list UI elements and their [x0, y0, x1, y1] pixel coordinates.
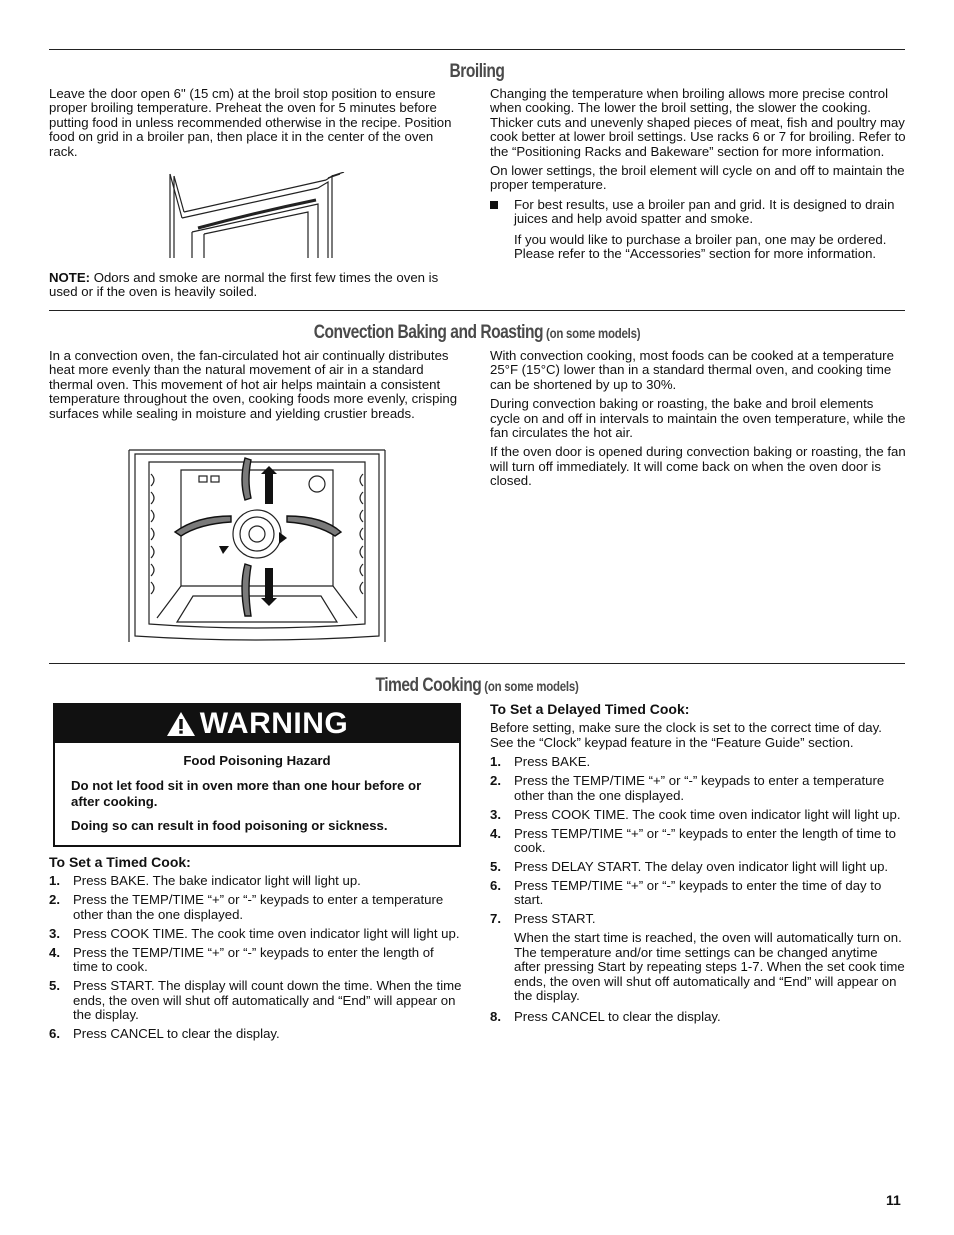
step-text: Press TEMP/TIME “+” or “-” keypads to enter the time of day to start. [514, 878, 882, 908]
step-text: Press TEMP/TIME “+” or “-” keypads to enter the length of time to cook. [514, 825, 896, 856]
list-item [490, 755, 906, 769]
step-number: 3. [49, 925, 60, 941]
broiling-right-paragraph-1: Changing the temperature when broiling allows more precise control when cooking. The lower the broil setting, the slower the cooking. Thicker cuts and unevenly shaped pieces of meat, fish and poultry may cook better at lower broil settings. Use racks 6 or 7 for broiling. Refer to the “Positioning Racks and Bakeware” section for more information. [490, 86, 906, 159]
step-text: Press CANCEL to clear the display. [514, 1009, 721, 1025]
page-number: 11 [886, 1192, 901, 1208]
delayed-cook-intro: Before setting, make sure the clock is set to the correct time of day. See the “Clock” keypad feature in the “Feature Guide” section. [490, 720, 882, 750]
timed-cook-section [49, 855, 462, 1046]
step-text: Press the TEMP/TIME “+” or “-” keypads to enter a temperature other than the one displayed. [73, 892, 444, 922]
warning-box [53, 703, 461, 847]
step-number: 1. [49, 873, 60, 889]
list-item [490, 1010, 906, 1024]
step-text: Press the TEMP/TIME “+” or “-” keypads to enter a temperature other than the one displayed. [514, 773, 885, 803]
step-text: Press START. The display will count down the time. When the time ends, the oven will shut off automatically and “End” will appear on the display. [73, 978, 462, 1023]
broiling-right-column [490, 87, 906, 266]
list-item [490, 827, 906, 856]
list-item [49, 927, 462, 941]
convection-right-paragraph-1: With convection cooking, most foods can be cooked at a temperature 25°F (15°C) lower than in a standard thermal oven, and cooking time can be shortened by up to 30%. [490, 348, 894, 392]
broiling-left-paragraph: Leave the door open 6" (15 cm) at the broil stop position to ensure proper broiling temperature. Preheat the oven for 5 minutes before putting food in unless recommended otherwise in the recipe. Position food on grid in a broiler pan, then place it in the center of the oven rack. [49, 86, 452, 159]
bullet-text: For best results, use a broiler pan and grid. It is designed to drain juices and help avoid spatter and smoke. [514, 196, 895, 227]
delayed-cook-final-step [490, 1010, 906, 1024]
step-number: 7. [490, 911, 501, 927]
step-number: 3. [490, 806, 501, 822]
list-item [490, 774, 906, 803]
step-text: Press START. [514, 911, 596, 927]
warning-hazard: Food Poisoning Hazard [183, 753, 331, 768]
list-item [490, 912, 906, 926]
rule-top [49, 49, 905, 50]
list-item [490, 808, 906, 822]
list-item [49, 946, 462, 975]
step-text: Press the TEMP/TIME “+” or “-” keypads to enter the length of time to cook. [73, 944, 434, 975]
broiling-right-paragraph-2: On lower settings, the broil element will cycle on and off to maintain the proper temperature. [490, 163, 905, 193]
list-item [49, 874, 462, 888]
step-number: 6. [49, 1026, 60, 1042]
step-text: Press COOK TIME. The cook time oven indicator light will light up. [73, 925, 460, 941]
broiling-left-column [49, 87, 462, 164]
list-item [49, 979, 462, 1022]
warning-header [55, 705, 459, 743]
delayed-cook-steps [490, 755, 906, 927]
step-number: 4. [49, 944, 60, 960]
delayed-cook-section [490, 702, 906, 1029]
list-item [49, 893, 462, 922]
step-number: 5. [49, 978, 60, 994]
note-text: Odors and smoke are normal the first few times the oven is used or if the oven is heavily soiled. [49, 270, 439, 300]
timed-cook-steps [49, 874, 462, 1041]
step-number: 2. [490, 773, 501, 789]
convection-right-paragraph-3: If the oven door is opened during convection baking or roasting, the fan will turn off immediately. It will come back on when the oven door is closed. [490, 444, 906, 489]
warning-line-1: Do not let food sit in oven more than one hour before or after cooking. [71, 777, 422, 809]
step-number: 8. [490, 1009, 501, 1025]
step-number: 2. [49, 892, 60, 908]
broil-door-illustration [168, 172, 348, 260]
convection-right-paragraph-2: During convection baking or roasting, the bake and broil elements cycle on and off in intervals to maintain the oven temperature, while the fan circulates the hot air. [490, 396, 906, 441]
delayed-cook-heading: To Set a Delayed Timed Cook: [490, 701, 690, 717]
broiling-heading: Broiling [449, 61, 505, 82]
timed-heading [126, 675, 828, 697]
warning-triangle-icon [166, 711, 196, 737]
convection-heading [126, 322, 828, 344]
step-text: Press CANCEL to clear the display. [73, 1026, 280, 1042]
step-text: Press BAKE. [514, 754, 591, 770]
warning-word: WARNING [199, 707, 349, 740]
list-item [490, 860, 906, 874]
convection-left-column [49, 349, 462, 426]
convection-title-suffix: (on some models) [543, 325, 641, 341]
timed-title-suffix: (on some models) [481, 678, 579, 694]
step-7-note: When the start time is reached, the oven will automatically turn on. The temperature and/or time settings can be changed anytime after pressing Start by repeating steps 1-7. When the set cook time ends, the oven will shut off automatically and “End” will appear on the display. [514, 930, 905, 1004]
step-text: Press COOK TIME. The cook time oven indicator light will light up. [514, 806, 901, 822]
step-number: 1. [490, 754, 501, 770]
note-label: NOTE: [49, 270, 91, 285]
bullet-square-icon [490, 201, 498, 209]
bullet-subtext: If you would like to purchase a broiler pan, one may be ordered. Please refer to the “Accessories” section for more information. [514, 231, 887, 262]
step-number: 6. [490, 878, 501, 894]
convection-left-paragraph: In a convection oven, the fan-circulated hot air continually distributes heat more evenly than the natural movement of air in a standard thermal oven. This movement of hot air helps maintain a consistent temperature throughout the oven, cooking foods more evenly, crisping surfaces while sealing in moisture and yielding crustier breads. [49, 348, 458, 421]
broiling-bullet [490, 198, 906, 262]
rule-convection [49, 310, 905, 311]
warning-line-2: Doing so can result in food poisoning or sickness. [71, 817, 388, 833]
warning-body [55, 743, 459, 834]
broiling-note [49, 271, 462, 305]
step-number: 4. [490, 825, 501, 841]
rule-timed [49, 663, 905, 664]
step-number: 5. [490, 859, 501, 875]
convection-title: Convection Baking and Roasting [313, 322, 544, 343]
step-text: Press BAKE. The bake indicator light will light up. [73, 873, 361, 889]
convection-oven-illustration [127, 446, 387, 644]
timed-cook-heading: To Set a Timed Cook: [49, 854, 191, 870]
step-text: Press DELAY START. The delay oven indicator light will light up. [514, 859, 889, 875]
timed-title: Timed Cooking [375, 675, 482, 696]
convection-right-column [490, 349, 906, 494]
list-item [49, 1027, 462, 1041]
list-item [490, 879, 906, 908]
